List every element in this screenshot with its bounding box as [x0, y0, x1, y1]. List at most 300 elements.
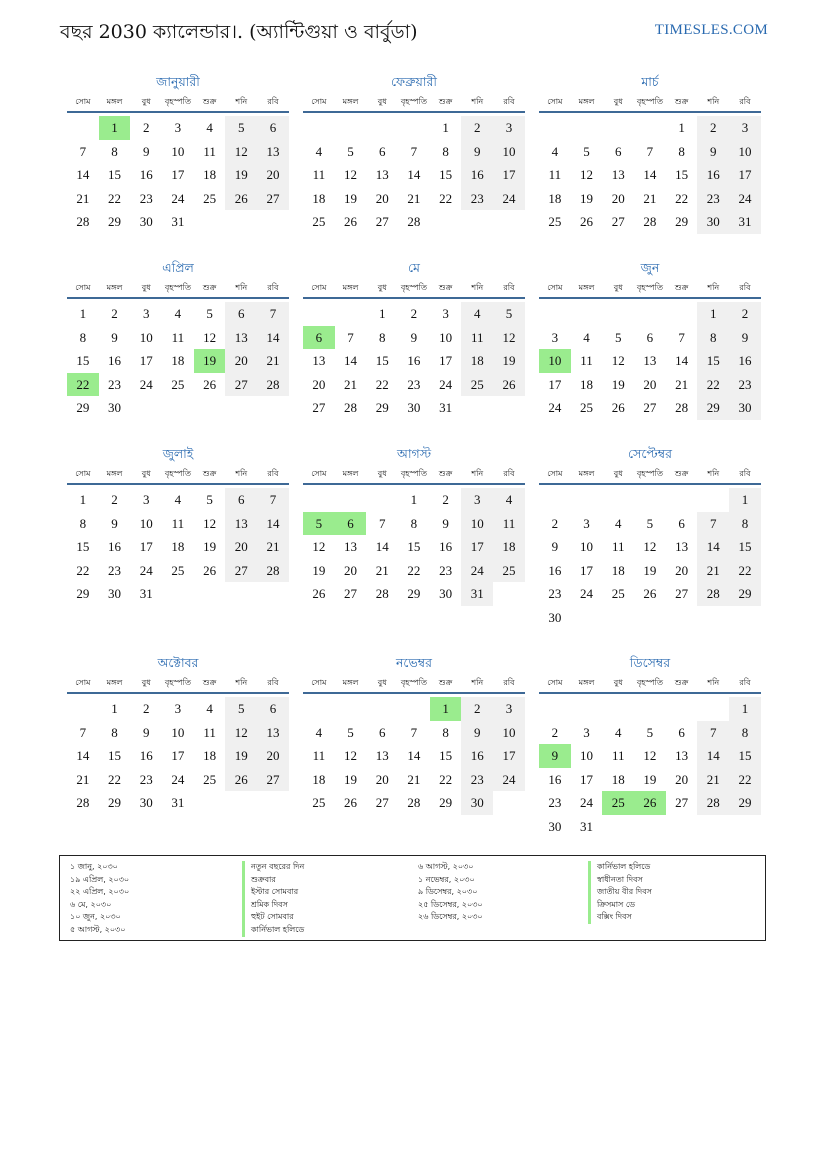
day-cell[interactable]: 27	[643, 400, 657, 415]
day-cell[interactable]: 11	[171, 515, 185, 531]
day-cell[interactable]: 17	[439, 353, 453, 368]
day-cell[interactable]: 10	[439, 329, 453, 345]
day-cell[interactable]: 9	[142, 724, 150, 740]
day-cell[interactable]: 11	[493, 512, 525, 536]
day-cell[interactable]: 5	[303, 512, 335, 536]
day-cell[interactable]: 29	[729, 582, 761, 606]
day-cell[interactable]: 2	[461, 116, 493, 140]
day-cell[interactable]: 27	[257, 768, 289, 792]
day-cell[interactable]: 2	[697, 116, 729, 140]
day-cell[interactable]: 20	[675, 562, 689, 578]
day-cell[interactable]: 6	[678, 515, 685, 531]
day-cell[interactable]: 13	[257, 140, 289, 164]
day-cell[interactable]: 15	[108, 167, 122, 182]
day-cell[interactable]: 3	[551, 329, 559, 345]
day-cell[interactable]: 3	[461, 488, 493, 512]
day-cell[interactable]: 27	[225, 373, 257, 397]
day-cell[interactable]: 25	[171, 562, 185, 578]
day-cell[interactable]: 24	[461, 559, 493, 583]
day-cell[interactable]: 15	[697, 349, 729, 373]
day-cell[interactable]: 10	[539, 349, 571, 373]
day-cell[interactable]: 19	[643, 562, 657, 578]
day-cell[interactable]: 16	[548, 562, 562, 578]
day-cell[interactable]: 13	[375, 748, 389, 763]
day-cell[interactable]: 26	[344, 795, 358, 810]
day-cell[interactable]: 18	[548, 190, 562, 206]
day-cell[interactable]: 18	[171, 539, 185, 554]
day-cell[interactable]: 2	[111, 492, 118, 507]
day-cell[interactable]: 17	[493, 163, 525, 187]
day-cell[interactable]: 7	[697, 721, 729, 745]
day-cell[interactable]: 19	[611, 376, 625, 392]
day-cell[interactable]: 7	[410, 724, 418, 740]
day-cell[interactable]: 26	[643, 586, 657, 601]
day-cell[interactable]: 31	[171, 214, 185, 229]
day-cell[interactable]: 28	[344, 400, 358, 415]
day-cell[interactable]: 22	[67, 373, 99, 397]
day-cell[interactable]: 2	[551, 724, 559, 740]
day-cell[interactable]: 24	[580, 586, 594, 601]
day-cell[interactable]: 9	[410, 329, 418, 345]
day-cell[interactable]: 29	[729, 791, 761, 815]
day-cell[interactable]: 29	[439, 795, 453, 810]
day-cell[interactable]: 21	[697, 559, 729, 583]
day-cell[interactable]: 1	[79, 492, 87, 507]
day-cell[interactable]: 30	[108, 586, 122, 601]
day-cell[interactable]: 9	[461, 140, 493, 164]
day-cell[interactable]: 31	[580, 818, 594, 834]
day-cell[interactable]: 29	[108, 214, 122, 229]
day-cell[interactable]: 14	[76, 167, 90, 182]
day-cell[interactable]: 17	[461, 535, 493, 559]
day-cell[interactable]: 7	[378, 515, 386, 531]
day-cell[interactable]: 22	[697, 373, 729, 397]
day-cell[interactable]: 13	[375, 167, 389, 182]
day-cell[interactable]: 25	[312, 795, 326, 810]
day-cell[interactable]: 19	[225, 163, 257, 187]
day-cell[interactable]: 13	[675, 539, 689, 554]
day-cell[interactable]: 18	[312, 771, 326, 787]
day-cell[interactable]: 6	[335, 512, 367, 536]
day-cell[interactable]: 4	[174, 306, 182, 321]
day-cell[interactable]: 7	[410, 143, 418, 159]
day-cell[interactable]: 28	[257, 373, 289, 397]
day-cell[interactable]: 23	[108, 562, 122, 578]
day-cell[interactable]: 4	[174, 492, 182, 507]
day-cell[interactable]: 4	[583, 329, 590, 345]
day-cell[interactable]: 14	[643, 167, 657, 182]
day-cell[interactable]: 1	[729, 488, 761, 512]
day-cell[interactable]: 22	[439, 771, 453, 787]
day-cell[interactable]: 18	[611, 562, 625, 578]
day-cell[interactable]: 13	[675, 748, 689, 763]
day-cell[interactable]: 28	[375, 586, 389, 601]
day-cell[interactable]: 10	[139, 329, 153, 345]
day-cell[interactable]: 28	[697, 791, 729, 815]
day-cell[interactable]: 19	[344, 771, 358, 787]
day-cell[interactable]: 8	[79, 515, 87, 531]
day-cell[interactable]: 25	[312, 214, 326, 229]
day-cell[interactable]: 17	[548, 376, 562, 392]
day-cell[interactable]: 12	[225, 140, 257, 164]
day-cell[interactable]: 19	[344, 190, 358, 206]
day-cell[interactable]: 21	[375, 562, 389, 578]
day-cell[interactable]: 11	[312, 748, 326, 763]
day-cell[interactable]: 8	[729, 721, 761, 745]
day-cell[interactable]: 14	[257, 512, 289, 536]
day-cell[interactable]: 12	[203, 329, 217, 345]
day-cell[interactable]: 26	[493, 373, 525, 397]
day-cell[interactable]: 15	[407, 539, 421, 554]
day-cell[interactable]: 30	[548, 818, 562, 834]
day-cell[interactable]: 30	[548, 609, 562, 625]
day-cell[interactable]: 4	[315, 143, 323, 159]
day-cell[interactable]: 11	[203, 143, 216, 159]
day-cell[interactable]: 24	[493, 187, 525, 211]
day-cell[interactable]: 8	[410, 515, 418, 531]
day-cell[interactable]: 3	[729, 116, 761, 140]
day-cell[interactable]: 13	[643, 353, 657, 368]
day-cell[interactable]: 24	[729, 187, 761, 211]
day-cell[interactable]: 28	[643, 214, 657, 229]
day-cell[interactable]: 26	[312, 586, 326, 601]
day-cell[interactable]: 13	[312, 353, 326, 368]
day-cell[interactable]: 22	[375, 376, 389, 392]
day-cell[interactable]: 17	[171, 167, 185, 182]
day-cell[interactable]: 17	[493, 744, 525, 768]
day-cell[interactable]: 29	[375, 400, 389, 415]
day-cell[interactable]: 19	[580, 190, 594, 206]
day-cell[interactable]: 7	[257, 488, 289, 512]
day-cell[interactable]: 16	[108, 353, 122, 368]
day-cell[interactable]: 25	[548, 214, 562, 229]
day-cell[interactable]: 31	[139, 586, 153, 601]
day-cell[interactable]: 5	[347, 724, 354, 740]
day-cell[interactable]: 9	[551, 539, 559, 554]
day-cell[interactable]: 26	[580, 214, 594, 229]
day-cell[interactable]: 21	[675, 376, 689, 392]
day-cell[interactable]: 23	[461, 187, 493, 211]
day-cell[interactable]: 11	[171, 329, 185, 345]
day-cell[interactable]: 24	[171, 190, 185, 206]
day-cell[interactable]: 6	[646, 329, 654, 345]
day-cell[interactable]: 30	[729, 396, 761, 420]
day-cell[interactable]: 12	[643, 748, 657, 763]
day-cell[interactable]: 14	[344, 353, 358, 368]
day-cell[interactable]: 2	[410, 306, 418, 321]
day-cell[interactable]: 30	[407, 400, 421, 415]
day-cell[interactable]: 12	[344, 748, 358, 763]
day-cell[interactable]: 31	[461, 582, 493, 606]
day-cell[interactable]: 24	[548, 400, 562, 415]
day-cell[interactable]: 5	[646, 515, 654, 531]
day-cell[interactable]: 17	[139, 353, 153, 368]
day-cell[interactable]: 25	[461, 373, 493, 397]
day-cell[interactable]: 8	[442, 724, 449, 740]
day-cell[interactable]: 8	[79, 329, 87, 345]
day-cell[interactable]: 9	[442, 515, 449, 531]
day-cell[interactable]: 24	[139, 376, 153, 392]
day-cell[interactable]: 21	[257, 349, 289, 373]
day-cell[interactable]: 5	[493, 302, 525, 326]
day-cell[interactable]: 16	[729, 349, 761, 373]
day-cell[interactable]: 3	[142, 492, 150, 507]
day-cell[interactable]: 21	[257, 535, 289, 559]
day-cell[interactable]: 1	[697, 302, 729, 326]
day-cell[interactable]: 25	[602, 791, 634, 815]
day-cell[interactable]: 10	[729, 140, 761, 164]
day-cell[interactable]: 10	[171, 724, 185, 740]
day-cell[interactable]: 29	[76, 400, 90, 415]
day-cell[interactable]: 24	[139, 562, 153, 578]
day-cell[interactable]: 20	[344, 562, 358, 578]
day-cell[interactable]: 13	[225, 326, 257, 350]
day-cell[interactable]: 24	[580, 795, 594, 810]
day-cell[interactable]: 23	[108, 376, 122, 392]
day-cell[interactable]: 1	[430, 697, 462, 721]
day-cell[interactable]: 16	[139, 748, 153, 763]
day-cell[interactable]: 14	[257, 326, 289, 350]
day-cell[interactable]: 15	[76, 353, 90, 368]
day-cell[interactable]: 7	[79, 143, 87, 159]
day-cell[interactable]: 5	[206, 306, 213, 321]
day-cell[interactable]: 14	[697, 535, 729, 559]
day-cell[interactable]: 18	[493, 535, 525, 559]
day-cell[interactable]: 31	[439, 400, 453, 415]
day-cell[interactable]: 4	[614, 724, 622, 740]
day-cell[interactable]: 19	[225, 744, 257, 768]
day-cell[interactable]: 27	[344, 586, 358, 601]
day-cell[interactable]: 15	[375, 353, 389, 368]
day-cell[interactable]: 6	[225, 488, 257, 512]
day-cell[interactable]: 20	[257, 744, 289, 768]
day-cell[interactable]: 28	[407, 214, 421, 229]
day-cell[interactable]: 14	[407, 748, 421, 763]
day-cell[interactable]: 4	[315, 724, 323, 740]
day-cell[interactable]: 4	[206, 701, 213, 716]
day-cell[interactable]: 9	[461, 721, 493, 745]
day-cell[interactable]: 20	[611, 190, 625, 206]
day-cell[interactable]: 11	[312, 167, 326, 182]
day-cell[interactable]: 11	[548, 167, 562, 182]
day-cell[interactable]: 30	[697, 210, 729, 234]
day-cell[interactable]: 20	[375, 771, 389, 787]
day-cell[interactable]: 28	[257, 559, 289, 583]
day-cell[interactable]: 27	[675, 795, 689, 810]
day-cell[interactable]: 2	[142, 701, 150, 716]
day-cell[interactable]: 1	[442, 120, 449, 135]
day-cell[interactable]: 30	[139, 795, 153, 810]
day-cell[interactable]: 23	[729, 373, 761, 397]
day-cell[interactable]: 15	[729, 535, 761, 559]
day-cell[interactable]: 28	[407, 795, 421, 810]
day-cell[interactable]: 18	[203, 167, 217, 182]
day-cell[interactable]: 14	[407, 167, 421, 182]
day-cell[interactable]: 16	[407, 353, 421, 368]
day-cell[interactable]: 15	[439, 748, 453, 763]
day-cell[interactable]: 28	[697, 582, 729, 606]
day-cell[interactable]: 3	[583, 724, 590, 740]
day-cell[interactable]: 12	[225, 721, 257, 745]
day-cell[interactable]: 16	[461, 744, 493, 768]
day-cell[interactable]: 27	[312, 400, 326, 415]
day-cell[interactable]: 23	[461, 768, 493, 792]
day-cell[interactable]: 21	[76, 190, 90, 206]
day-cell[interactable]: 16	[439, 539, 453, 554]
day-cell[interactable]: 20	[225, 349, 257, 373]
day-cell[interactable]: 19	[643, 771, 657, 787]
day-cell[interactable]: 10	[171, 143, 185, 159]
day-cell[interactable]: 26	[225, 187, 257, 211]
day-cell[interactable]: 25	[493, 559, 525, 583]
day-cell[interactable]: 5	[646, 724, 654, 740]
day-cell[interactable]: 15	[675, 167, 689, 182]
day-cell[interactable]: 7	[347, 329, 354, 345]
day-cell[interactable]: 7	[678, 329, 685, 345]
day-cell[interactable]: 23	[139, 771, 153, 787]
day-cell[interactable]: 5	[583, 143, 590, 159]
day-cell[interactable]: 15	[76, 539, 90, 554]
day-cell[interactable]: 17	[729, 163, 761, 187]
day-cell[interactable]: 3	[442, 306, 449, 321]
day-cell[interactable]: 6	[378, 143, 386, 159]
day-cell[interactable]: 8	[111, 143, 118, 159]
day-cell[interactable]: 27	[225, 559, 257, 583]
day-cell[interactable]: 27	[257, 187, 289, 211]
day-cell[interactable]: 18	[312, 190, 326, 206]
day-cell[interactable]: 3	[493, 116, 525, 140]
day-cell[interactable]: 15	[108, 748, 122, 763]
day-cell[interactable]: 12	[611, 353, 625, 368]
day-cell[interactable]: 7	[257, 302, 289, 326]
day-cell[interactable]: 26	[203, 562, 217, 578]
day-cell[interactable]: 21	[643, 190, 657, 206]
day-cell[interactable]: 6	[303, 326, 335, 350]
day-cell[interactable]: 21	[76, 771, 90, 787]
day-cell[interactable]: 7	[646, 143, 654, 159]
day-cell[interactable]: 28	[675, 400, 689, 415]
day-cell[interactable]: 13	[225, 512, 257, 536]
day-cell[interactable]: 1	[111, 701, 118, 716]
day-cell[interactable]: 16	[548, 771, 562, 787]
day-cell[interactable]: 10	[493, 721, 525, 745]
day-cell[interactable]: 2	[111, 306, 118, 321]
day-cell[interactable]: 26	[611, 400, 625, 415]
day-cell[interactable]: 3	[174, 120, 182, 135]
day-cell[interactable]: 29	[407, 586, 421, 601]
day-cell[interactable]: 23	[697, 187, 729, 211]
day-cell[interactable]: 18	[203, 748, 217, 763]
day-cell[interactable]: 20	[643, 376, 657, 392]
day-cell[interactable]: 27	[375, 795, 389, 810]
day-cell[interactable]: 17	[171, 748, 185, 763]
day-cell[interactable]: 8	[678, 143, 685, 159]
day-cell[interactable]: 11	[203, 724, 216, 740]
day-cell[interactable]: 2	[551, 515, 559, 531]
day-cell[interactable]: 14	[76, 748, 90, 763]
day-cell[interactable]: 19	[493, 349, 525, 373]
day-cell[interactable]: 26	[344, 214, 358, 229]
day-cell[interactable]: 6	[225, 302, 257, 326]
day-cell[interactable]: 10	[580, 539, 594, 554]
day-cell[interactable]: 11	[611, 748, 625, 763]
day-cell[interactable]: 25	[203, 771, 217, 787]
day-cell[interactable]: 24	[171, 771, 185, 787]
day-cell[interactable]: 15	[729, 744, 761, 768]
day-cell[interactable]: 16	[697, 163, 729, 187]
brand-link[interactable]: TIMESLES.COM	[654, 22, 768, 38]
day-cell[interactable]: 30	[139, 214, 153, 229]
day-cell[interactable]: 1	[410, 492, 418, 507]
day-cell[interactable]: 21	[407, 771, 421, 787]
day-cell[interactable]: 6	[257, 116, 289, 140]
day-cell[interactable]: 9	[729, 326, 761, 350]
day-cell[interactable]: 4	[461, 302, 493, 326]
day-cell[interactable]: 22	[439, 190, 453, 206]
day-cell[interactable]: 30	[108, 400, 122, 415]
day-cell[interactable]: 20	[312, 376, 326, 392]
day-cell[interactable]: 29	[76, 586, 90, 601]
day-cell[interactable]: 7	[79, 724, 87, 740]
day-cell[interactable]: 20	[675, 771, 689, 787]
day-cell[interactable]: 22	[108, 771, 122, 787]
day-cell[interactable]: 4	[493, 488, 525, 512]
day-cell[interactable]: 31	[171, 795, 185, 810]
day-cell[interactable]: 1	[678, 120, 685, 135]
day-cell[interactable]: 9	[142, 143, 150, 159]
day-cell[interactable]: 3	[493, 697, 525, 721]
day-cell[interactable]: 22	[729, 768, 761, 792]
day-cell[interactable]: 5	[614, 329, 622, 345]
day-cell[interactable]: 1	[79, 306, 87, 321]
day-cell[interactable]: 3	[174, 701, 182, 716]
day-cell[interactable]: 31	[729, 210, 761, 234]
day-cell[interactable]: 2	[729, 302, 761, 326]
day-cell[interactable]: 1	[99, 116, 131, 140]
day-cell[interactable]: 25	[611, 586, 625, 601]
day-cell[interactable]: 14	[375, 539, 389, 554]
day-cell[interactable]: 5	[206, 492, 213, 507]
day-cell[interactable]: 29	[697, 396, 729, 420]
day-cell[interactable]: 23	[407, 376, 421, 392]
day-cell[interactable]: 3	[583, 515, 590, 531]
day-cell[interactable]: 23	[139, 190, 153, 206]
day-cell[interactable]: 14	[675, 353, 689, 368]
day-cell[interactable]: 24	[439, 376, 453, 392]
day-cell[interactable]: 12	[580, 167, 594, 182]
day-cell[interactable]: 28	[76, 214, 90, 229]
day-cell[interactable]: 2	[442, 492, 449, 507]
day-cell[interactable]: 23	[548, 586, 562, 601]
day-cell[interactable]: 10	[461, 512, 493, 536]
day-cell[interactable]: 8	[729, 512, 761, 536]
day-cell[interactable]: 12	[493, 326, 525, 350]
day-cell[interactable]: 13	[257, 721, 289, 745]
day-cell[interactable]: 25	[580, 400, 594, 415]
day-cell[interactable]: 19	[203, 539, 217, 554]
day-cell[interactable]: 23	[548, 795, 562, 810]
day-cell[interactable]: 25	[203, 190, 217, 206]
day-cell[interactable]: 29	[108, 795, 122, 810]
day-cell[interactable]: 11	[580, 353, 593, 368]
day-cell[interactable]: 1	[729, 697, 761, 721]
day-cell[interactable]: 21	[407, 190, 421, 206]
day-cell[interactable]: 20	[375, 190, 389, 206]
day-cell[interactable]: 26	[634, 791, 666, 815]
day-cell[interactable]: 17	[139, 539, 153, 554]
day-cell[interactable]: 28	[76, 795, 90, 810]
day-cell[interactable]: 6	[378, 724, 386, 740]
